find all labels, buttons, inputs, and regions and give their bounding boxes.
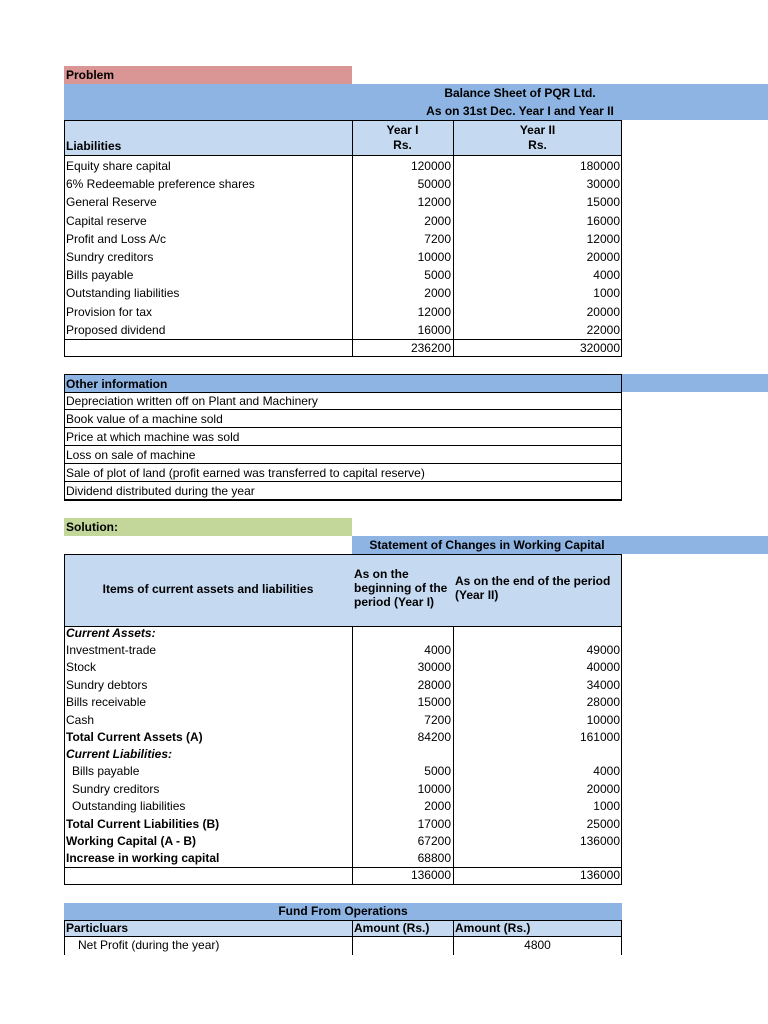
asset-row-y2: 49000 xyxy=(586,643,620,657)
bs-row-year2: 180000 xyxy=(579,159,620,173)
other-info-item: Sale of plot of land (profit earned was transferred to capital reserve) xyxy=(64,464,621,482)
col-end-line1: As on the end of the period xyxy=(455,574,611,588)
wc-title: Statement of Changes in Working Capital xyxy=(369,538,605,552)
fund-net-profit-label: Net Profit (during the year) xyxy=(78,938,220,952)
liability-row-label: Bills payable xyxy=(72,764,140,778)
total-liab-y1: 17000 xyxy=(417,817,451,831)
solution-label: Solution: xyxy=(64,518,352,536)
bs-row-label: Outstanding liabilities xyxy=(66,286,180,301)
total-year2: 320000 xyxy=(579,341,620,355)
asset-row-y2: 10000 xyxy=(586,712,620,727)
asset-row-y1: 15000 xyxy=(417,695,451,710)
other-info-item: Dividend distributed during the year xyxy=(64,482,621,500)
bs-row-label: Sundry creditors xyxy=(66,250,154,264)
other-info-item: Loss on sale of machine xyxy=(64,446,621,464)
bs-row-year1: 7200 xyxy=(424,231,451,246)
bs-row-year1: 10000 xyxy=(417,250,451,264)
bs-row-year1: 120000 xyxy=(410,159,451,173)
bs-row-year1: 50000 xyxy=(417,177,451,192)
wc-y1: 67200 xyxy=(417,834,451,848)
bs-row-label: Equity share capital xyxy=(66,159,171,173)
col-year2: Year II xyxy=(519,123,556,137)
col-begin-line3: period (Year I) xyxy=(354,595,435,609)
asset-row-y2: 40000 xyxy=(586,660,620,675)
liability-row-label: Sundry creditors xyxy=(72,781,160,796)
liability-row-y2: 4000 xyxy=(593,764,620,778)
bs-row-year1: 12000 xyxy=(417,304,451,319)
fund-col-amount1: Amount (Rs.) xyxy=(354,921,430,935)
asset-row-y1: 7200 xyxy=(424,712,451,727)
total-liab-label: Total Current Liabilities (B) xyxy=(66,817,220,831)
asset-row-y1: 4000 xyxy=(424,643,451,657)
bs-row-year1: 16000 xyxy=(417,322,451,337)
bs-row-year2: 16000 xyxy=(586,213,620,228)
liability-row-y1: 5000 xyxy=(424,764,451,778)
col-year2-unit: Rs. xyxy=(528,138,547,152)
bs-row-label: General Reserve xyxy=(66,195,157,210)
bs-row-label: Profit and Loss A/c xyxy=(66,231,167,246)
liability-row-y2: 20000 xyxy=(586,781,620,796)
fund-col-amount2: Amount (Rs.) xyxy=(455,921,531,935)
total-assets-y2: 161000 xyxy=(579,730,620,744)
wc-label: Working Capital (A - B) xyxy=(66,834,196,848)
other-info-item: Book value of a machine sold xyxy=(64,410,621,428)
bs-row-year1: 5000 xyxy=(424,268,451,283)
col-begin-line2: beginning of the xyxy=(354,581,448,595)
other-info-header: Other information xyxy=(66,377,168,391)
col-items: Items of current assets and liabilities xyxy=(102,582,314,596)
bs-row-label: Proposed dividend xyxy=(66,322,166,337)
liability-row-y1: 2000 xyxy=(424,799,451,814)
col-year1-unit: Rs. xyxy=(393,138,412,152)
total-liab-y2: 25000 xyxy=(586,817,620,831)
bs-row-label: Capital reserve xyxy=(66,213,147,228)
bs-row-year2: 22000 xyxy=(586,322,620,337)
wc-y2: 136000 xyxy=(579,834,620,848)
asset-row-label: Bills receivable xyxy=(66,695,147,710)
asset-row-label: Cash xyxy=(66,712,95,727)
bs-row-year1: 2000 xyxy=(424,286,451,301)
asset-row-label: Sundry debtors xyxy=(66,677,148,692)
total-assets-label: Total Current Assets (A) xyxy=(66,730,203,744)
bs-row-year2: 4000 xyxy=(593,268,620,283)
bs-row-label: 6% Redeemable preference shares xyxy=(66,177,255,192)
total-assets-y1: 84200 xyxy=(417,730,451,744)
other-info-item: Price at which machine was sold xyxy=(64,428,621,446)
bs-row-label: Provision for tax xyxy=(66,304,153,319)
liability-row-label: Outstanding liabilities xyxy=(72,799,186,814)
asset-row-y2: 34000 xyxy=(586,677,620,692)
asset-row-y2: 28000 xyxy=(586,695,620,710)
balance-sheet-subtitle: As on 31st Dec. Year I and Year II xyxy=(426,104,614,118)
asset-row-y1: 30000 xyxy=(417,660,451,675)
bs-row-year1: 2000 xyxy=(424,213,451,228)
bs-row-year2: 1000 xyxy=(593,286,620,301)
grand-total-y2: 136000 xyxy=(579,868,620,882)
grand-total-y1: 136000 xyxy=(410,868,451,882)
increase-y1: 68800 xyxy=(417,851,451,865)
col-year1: Year I xyxy=(386,123,419,137)
increase-label: Increase in working capital xyxy=(66,851,220,865)
liabilities-header: Liabilities xyxy=(66,139,122,153)
fund-col-particulars: Particluars xyxy=(66,921,129,935)
liability-row-y1: 10000 xyxy=(417,781,451,796)
asset-row-y1: 28000 xyxy=(417,677,451,692)
asset-row-label: Investment-trade xyxy=(66,643,157,657)
bs-row-year2: 15000 xyxy=(586,195,620,210)
asset-row-label: Stock xyxy=(66,660,97,675)
liability-row-y2: 1000 xyxy=(593,799,620,814)
bs-row-label: Bills payable xyxy=(66,268,134,283)
fund-net-profit-amount: 4800 xyxy=(524,938,551,952)
col-end-line2: (Year II) xyxy=(455,588,499,602)
other-info-item: Depreciation written off on Plant and Machinery xyxy=(64,392,621,410)
balance-sheet-title: Balance Sheet of PQR Ltd. xyxy=(444,86,596,100)
problem-label: Problem xyxy=(64,66,352,84)
bs-row-year2: 20000 xyxy=(586,250,620,264)
current-assets-label: Current Assets: xyxy=(66,626,156,640)
bs-row-year2: 20000 xyxy=(586,304,620,319)
current-liabilities-label: Current Liabilities: xyxy=(66,747,173,761)
bs-row-year2: 30000 xyxy=(586,177,620,192)
bs-row-year1: 12000 xyxy=(417,195,451,210)
total-year1: 236200 xyxy=(410,341,451,355)
bs-row-year2: 12000 xyxy=(586,231,620,246)
fund-title: Fund From Operations xyxy=(278,904,408,918)
col-begin-line1: As on the xyxy=(354,567,409,581)
